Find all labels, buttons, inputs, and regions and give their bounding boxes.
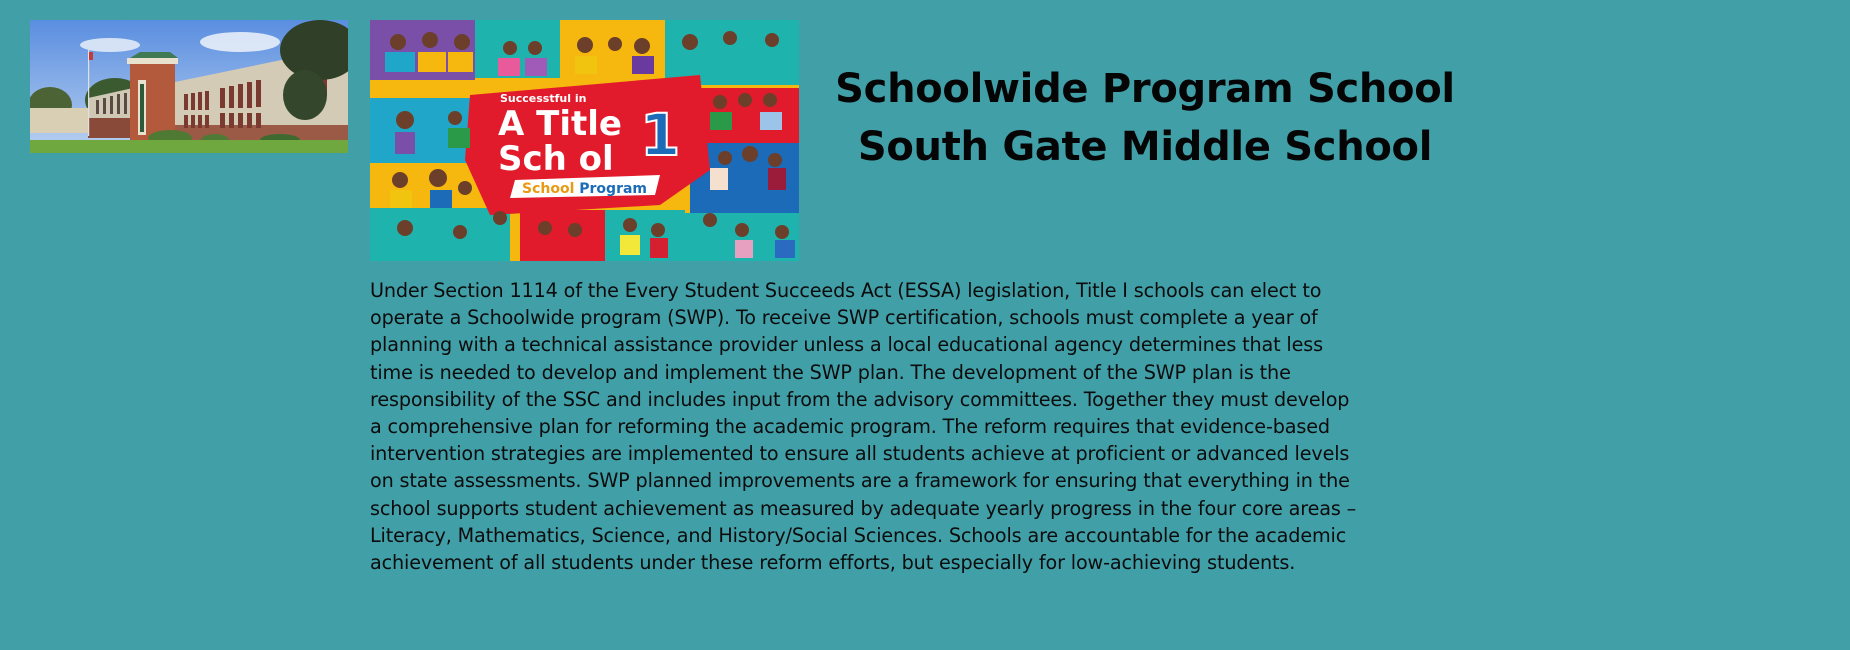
paragraph-line: planning with a technical assistance provider unless a local educational agency determines that less (370, 333, 1323, 357)
paragraph-line: operate a Schoolwide program (SWP). To receive SWP certification, schools must complete a year of (370, 306, 1318, 330)
swp-description-paragraph (370, 277, 1470, 576)
paragraph-line: school supports student achievement as measured by adequate yearly progress in the four core areas – (370, 496, 1357, 520)
poster-image (370, 20, 799, 261)
poster-caption: Successtful in (500, 92, 587, 105)
paragraph-line: intervention strategies are implemented to ensure all students achieve at proficient or advanced levels (370, 442, 1350, 466)
svg-text:1: 1 (640, 101, 681, 169)
title-line-program: Schoolwide Program School (835, 66, 1455, 112)
paragraph-line: time is needed to develop and implement the SWP plan. The development of the SWP plan is the (370, 360, 1291, 384)
paragraph-line: responsibility of the SSC and includes input from the advisory committees. Together they must develop (370, 387, 1350, 411)
building-image (30, 20, 348, 153)
page-title (820, 60, 1470, 176)
svg-text:A Title: A Title (498, 104, 622, 144)
paragraph-line: Under Section 1114 of the Every Student Succeeds Act (ESSA) legislation, Title I schools can elect to (370, 279, 1322, 302)
paragraph-line: on state assessments. SWP planned improvements are a framework for ensuring that everything in the (370, 469, 1350, 493)
school-building-photo (30, 20, 348, 153)
svg-text:Sch ol: Sch ol (498, 139, 614, 179)
title-line-school-name: South Gate Middle School (857, 124, 1433, 170)
paragraph-line: a comprehensive plan for reforming the academic program. The reform requires that evidence-based (370, 415, 1330, 439)
svg-text:School Program: School Program (522, 181, 648, 197)
paragraph-line: Literacy, Mathematics, Science, and History/Social Sciences. Schools are accountable for the academic (370, 523, 1347, 547)
paragraph-line: achievement of all students under these reform efforts, but especially for low-achieving students. (370, 551, 1296, 575)
title-one-school-poster (370, 20, 799, 261)
